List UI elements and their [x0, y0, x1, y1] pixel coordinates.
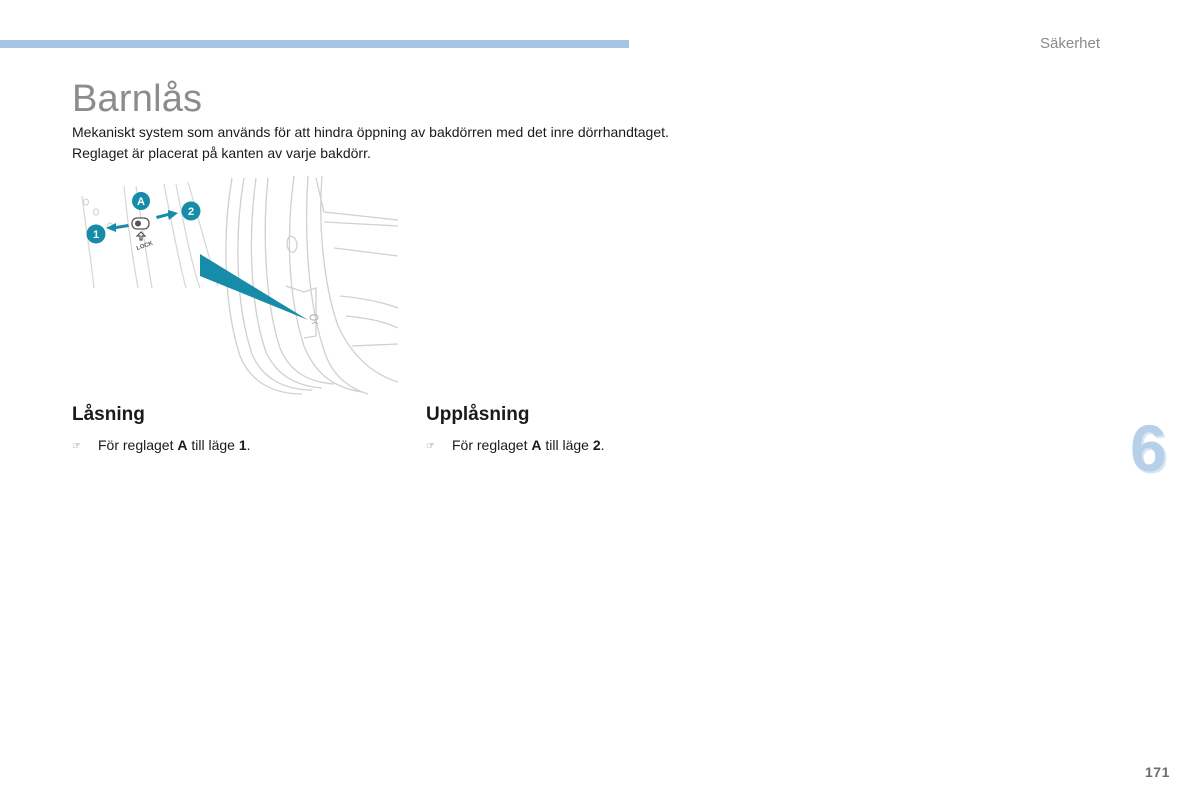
unlocking-position: 2	[592, 437, 601, 453]
unlocking-text-pre: För reglaget	[452, 437, 532, 453]
unlocking-instruction	[426, 435, 605, 457]
callout-2-label: 2	[187, 206, 195, 218]
child-lock-illustration	[72, 176, 398, 396]
arrow-to-position-2	[156, 210, 178, 220]
hand-pointer-icon: ☞	[426, 441, 435, 452]
locking-text-pre: För reglaget	[98, 437, 178, 453]
header-accent-bar	[0, 40, 629, 48]
unlocking-text-mid: till läge	[541, 437, 593, 453]
locking-heading: Låsning	[72, 404, 145, 425]
locking-control: A	[177, 437, 188, 453]
section-name: Säkerhet	[1040, 35, 1101, 52]
page-number: 171	[1145, 764, 1170, 780]
locking-position: 1	[238, 437, 247, 453]
locking-instruction	[72, 435, 251, 457]
locking-text-mid: till läge	[187, 437, 239, 453]
lock-label: LOCK	[135, 240, 154, 253]
page-title: Barnlås	[72, 78, 203, 120]
callout-1-label: 1	[92, 229, 100, 241]
hand-pointer-icon: ☞	[72, 441, 81, 452]
intro-line-2: Reglaget är placerat på kanten av varje bakdörr.	[72, 145, 371, 161]
locking-text-end: .	[246, 437, 251, 453]
door-frame-drawing	[226, 176, 398, 394]
chapter-number: 6	[1130, 411, 1167, 485]
unlocking-control: A	[531, 437, 542, 453]
switch-location-detail	[310, 315, 318, 324]
unlocking-text-end: .	[600, 437, 605, 453]
arrow-to-position-1	[106, 223, 129, 232]
unlocking-heading: Upplåsning	[426, 404, 530, 425]
intro-text	[72, 122, 772, 164]
intro-line-1: Mekaniskt system som används för att hindra öppning av bakdörren med det inre dörrhandtaget.	[72, 124, 669, 140]
callout-a-label: A	[137, 196, 145, 208]
